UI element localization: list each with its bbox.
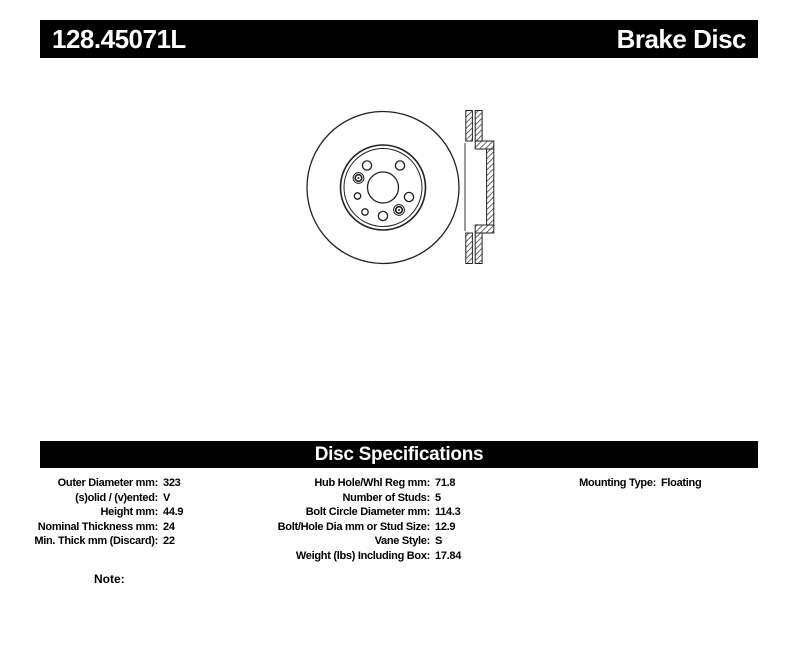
balance-hole	[362, 209, 368, 215]
spec-row-number-of-studs	[245, 491, 461, 506]
spec-label: Number of Studs:	[342, 491, 430, 504]
spec-row-min-thickness	[18, 534, 183, 549]
spec-value: 114.3	[435, 506, 461, 519]
spec-row-bolt-circle-diameter	[245, 505, 461, 520]
spec-label: Nominal Thickness mm:	[37, 520, 158, 533]
spec-value: 71.8	[435, 477, 456, 489]
spec-label: Bolt/Hole Dia mm or Stud Size:	[277, 520, 430, 533]
spec-column-dimensions	[18, 476, 183, 549]
spec-value: 12.9	[435, 520, 456, 533]
spec-row-solid-vented	[18, 491, 183, 506]
spec-label: Weight (lbs) Including Box:	[295, 549, 430, 562]
spec-value: S	[435, 535, 443, 548]
spec-value: Floating	[661, 477, 702, 489]
retaining-screw	[394, 205, 405, 216]
spec-row-bolt-hole-dia	[245, 520, 461, 535]
spec-row-outer-diameter	[18, 476, 183, 491]
spec-row-vane-style	[245, 534, 461, 549]
stud-hole	[378, 211, 387, 220]
brake-disc-cross-section	[465, 111, 494, 264]
spec-value: 24	[163, 520, 175, 533]
disc-specifications-bar	[40, 441, 758, 468]
spec-value: V	[163, 491, 171, 504]
spec-column-hub-studs	[245, 476, 461, 564]
spec-value: 44.9	[163, 506, 184, 519]
spec-column-mounting	[536, 476, 701, 491]
section-title: Disc Specifications	[314, 443, 484, 465]
retaining-screw	[353, 173, 364, 184]
part-number: 128.45071L	[52, 23, 186, 54]
spec-value: 323	[163, 477, 181, 489]
spec-row-height	[18, 505, 183, 520]
brake-disc-front-view	[307, 112, 459, 264]
spec-label: Min. Thick mm (Discard):	[34, 535, 158, 548]
spec-label: Bolt Circle Diameter mm:	[305, 506, 430, 519]
stud-hole	[404, 192, 413, 201]
spec-label: Mounting Type:	[579, 477, 656, 489]
spec-label: (s)olid / (v)ented:	[75, 491, 158, 504]
spec-row-weight	[245, 549, 461, 564]
spec-label: Outer Diameter mm:	[57, 477, 158, 489]
spec-label: Vane Style:	[374, 535, 430, 548]
stud-hole	[354, 193, 360, 199]
spec-value: 22	[163, 535, 175, 548]
spec-row-nominal-thickness	[18, 520, 183, 535]
spec-value: 5	[435, 491, 441, 504]
product-type-title: Brake Disc	[616, 23, 746, 54]
spec-row-hub-hole	[245, 476, 461, 491]
stud-hole	[395, 161, 404, 170]
spec-value: 17.84	[435, 549, 462, 562]
spec-row-mounting-type	[536, 476, 701, 491]
spec-label: Hub Hole/Whl Reg mm:	[314, 477, 430, 489]
note-label: Note:	[94, 572, 125, 586]
spec-label: Height mm:	[100, 506, 158, 519]
stud-hole	[362, 161, 371, 170]
header-bar	[40, 20, 758, 58]
